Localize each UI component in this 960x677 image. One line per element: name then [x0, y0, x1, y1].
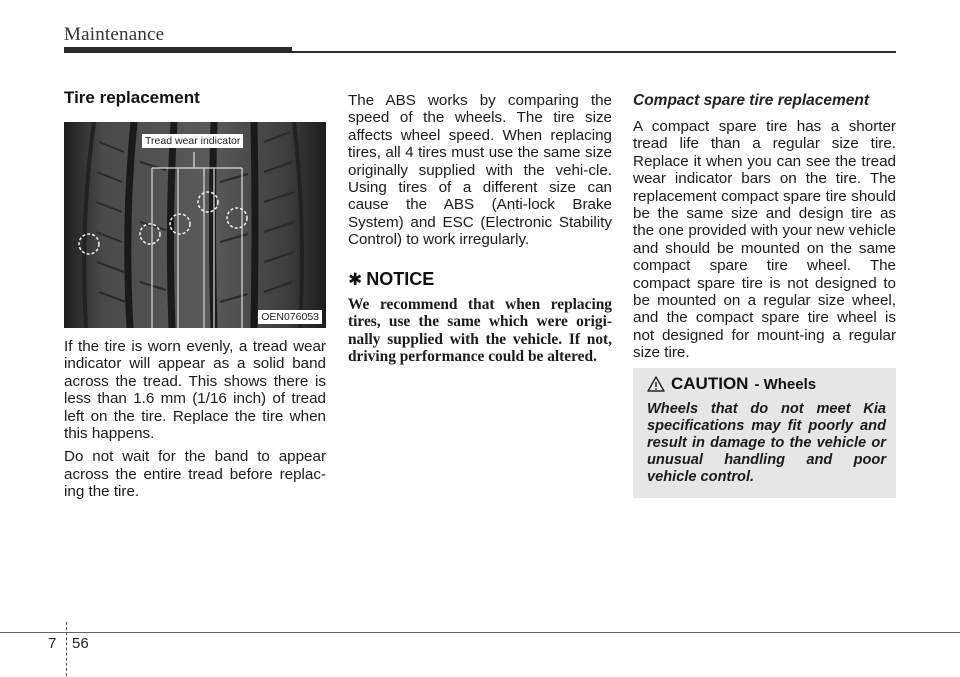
- caution-header: [647, 374, 816, 394]
- middle-column: [348, 92, 612, 366]
- warning-triangle-icon: [647, 376, 665, 392]
- tread-wear-indicator-label: Tread wear indicator: [142, 134, 243, 148]
- header-rule: [64, 51, 896, 53]
- caution-title: CAUTION: [671, 374, 749, 393]
- tire-replacement-heading: Tire replacement: [64, 88, 200, 107]
- right-column: [633, 92, 896, 368]
- tire-tread-image: [64, 122, 326, 328]
- do-not-wait-paragraph: Do not wait for the band to appear across the entire tread before replac-ing the tire.: [64, 448, 326, 501]
- left-column: [64, 88, 326, 507]
- caution-box: [633, 368, 896, 498]
- notice-body: We recommend that when replacing tires, use the same which were origi-nally supplied with the vehicle. If not, driving performance could be altered.: [348, 295, 612, 366]
- figure-code: OEN076053: [258, 310, 322, 324]
- caution-subject: - Wheels: [754, 375, 817, 393]
- footer-rule: [0, 632, 960, 633]
- caution-body: Wheels that do not meet Kia specifications may fit poorly and result in damage to the vehicle or unusual handling and poor vehicle control.: [647, 401, 886, 485]
- notice-cross-icon: ✱: [348, 269, 363, 289]
- abs-paragraph: The ABS works by comparing the speed of the wheels. The tire size affects wheel speed. When replacing tires, all 4 tires must use the same size originally supplied with the vehi-cle. Using tires of a different size can cause the ABS (Anti-lock Brake System) and ESC (Electronic Stability Control) to work irregularly.: [348, 92, 612, 249]
- section-title: Maintenance: [64, 24, 165, 45]
- tire-tread-figure: [64, 122, 326, 328]
- tread-indicator-paragraph: If the tire is worn evenly, a tread wear indicator will appear as a solid band across the tread. This shows there is less than 1.6 mm (1/16 inch) of tread left on the tire. Replace the tire when this happens.: [64, 338, 326, 443]
- footer-divider: [66, 622, 67, 676]
- notice-title-text: NOTICE: [366, 268, 435, 289]
- notice-heading: [348, 269, 612, 290]
- compact-spare-paragraph: A compact spare tire has a shorter tread life than a regular size tire. Replace it when you can see the tread wear indicator bars on the tire. The replacement compact spare tire should be the same size and design tire as the one provided with your new vehicle and should be mounted on the same compact spare tire wheel. The compact spare tire is not designed to be mounted on a regular size wheel, and the compact spare tire wheel is not designed for mount-ing a regular size tire.: [633, 118, 896, 362]
- compact-spare-heading: Compact spare tire replacement: [633, 92, 870, 109]
- page-number: 56: [72, 635, 89, 652]
- chapter-number: 7: [48, 635, 57, 652]
